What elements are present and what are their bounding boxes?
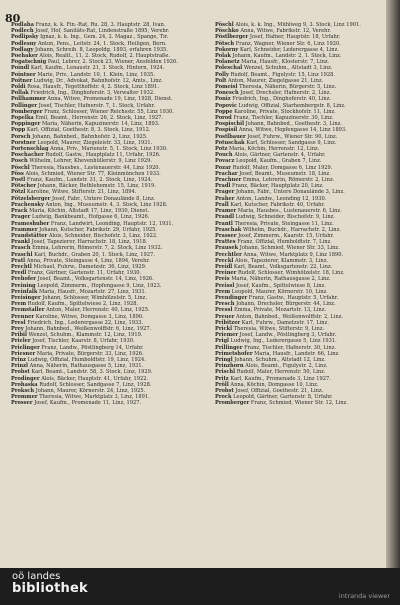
entry-text: Leopold, Kaufm., Graben 7, Linz. — [235, 158, 322, 165]
entry-text: Franz, Wagner, Wiener Str. 6, Linz 1920. — [235, 40, 341, 47]
entry-name: Prickl — [215, 325, 233, 332]
entry-name: Pöstlberger — [215, 34, 249, 41]
entry-name: Premstaller — [11, 307, 45, 314]
entry-text: Josef, Hof, Sanitäts-Rat, Lindenstraße 1895, Verehr. — [35, 28, 170, 35]
entry-text: Maria, Köchin, Altstadt 17, Linz, 1930, Dienst. — [29, 208, 150, 215]
entry-name: Prinzhorn — [215, 363, 244, 370]
entry-name: Prameshuber — [11, 220, 50, 227]
entry-name: Pokorny — [215, 46, 239, 53]
entry-name: Pribil — [11, 332, 27, 339]
entry-text: Josef, Kaufm., Promenade 11, Linz, 1927. — [34, 400, 142, 407]
entry-name: Prem — [11, 301, 27, 308]
entry-text: Maria, Köchin, Herrenstr. 12, Linz. — [228, 146, 320, 153]
entry-text: Franz, Offizial, Humboldtstr. 7, Linz. — [237, 239, 332, 246]
entry-name: Pogatschnig — [11, 59, 47, 66]
entry-text: Karoline, Witwe, Domgasse 3, Linz, 1890. — [35, 313, 144, 320]
entry-text: Karl, Offizial, Goethestr. 8, 3. Stock, Linz, 1912. — [26, 127, 151, 134]
entry-name: Potz — [215, 146, 228, 153]
entry-text: Theresia, Näherin, Bürgerstr. 5, Linz. — [239, 84, 337, 91]
entry-text: Josef, Drechsler, Hafnerstr. 2, Linz. — [240, 90, 332, 97]
entry-text: Ludwig, Offizial, Humboldtstr. 19, Linz, 1924. — [27, 356, 146, 363]
entry-text: Franz, Gärtner, Gartenstr. 11, Urfahr, 1930. — [27, 270, 142, 277]
directory-entry — [215, 400, 385, 406]
entry-text: Karl, Fuhrw., Dametzstr. 17, Linz. — [241, 319, 329, 326]
entry-text: Leopold, Maurer, Ziegeleistr. 33, Linz, 1931. — [37, 139, 153, 146]
entry-name: Pöschko — [215, 28, 239, 35]
entry-text: Rudolf, Gastw., Hauptplatz 11, Urfahr, 1926. — [45, 152, 161, 159]
entry-name: Poehaker — [11, 53, 38, 60]
entry-name: Pribitzer — [215, 319, 241, 326]
entry-text: Anna, Köchin, Domgasse 10, Linz. — [230, 381, 319, 388]
entry-name: Povacz — [215, 158, 235, 165]
entry-name: Prattes — [215, 239, 236, 246]
entry-text: Johann, Bahnbed., Bahnhofstr. 2, Linz, 1925. — [32, 133, 148, 140]
entry-name: Pollhammer — [11, 96, 46, 103]
entry-name: Potuschak — [215, 139, 245, 146]
page-number: 80 — [5, 12, 21, 25]
entry-text: Johann, Kutscher, Fabrikstr. 29, Urfahr, 1925. — [39, 226, 158, 233]
entry-text: Karl, Beamt., Volksgartenstr. 22, Linz. — [233, 263, 333, 270]
entry-name: Podlech — [11, 28, 34, 35]
entry-text: Karl, Kaufm., Promenade 3, Linz 1927. — [230, 375, 331, 382]
entry-name: Prendinger — [215, 294, 248, 301]
entry-text: Ludwig, Ing., Lederergasse 5, Linz 1931. — [230, 338, 337, 345]
entry-text: Maria, Näherin, Kapuzinerstr. 14, Linz, 1893. — [41, 121, 160, 128]
entry-name: Prinz — [11, 356, 27, 363]
entry-name: Popelka — [11, 115, 34, 122]
entry-name: Prechtl — [11, 263, 32, 270]
entry-name: Pötzl — [11, 189, 26, 196]
logo-line-1: oö landes — [12, 571, 61, 582]
entry-text: Karl, Beamt., Landstr. 58, 3. Stock, Linz, 1929. — [31, 369, 153, 376]
entry-name: Pröll — [215, 381, 229, 388]
entry-name: Postlbauer — [215, 133, 246, 140]
entry-name: Pollinger — [11, 102, 38, 109]
entry-name: Pomberger — [11, 108, 43, 115]
entry-text: Franz, Kaufm., Landstr. 31, 2. Stock, Linz, 1924. — [26, 177, 153, 184]
entry-name: Prommer — [11, 394, 38, 401]
entry-name: Preuer — [215, 313, 235, 320]
entry-name: Poniz — [215, 96, 231, 103]
entry-text: Alois, k. k. Ing., Mühlweg 9, 3. Stock, Linz 1901. — [235, 22, 361, 28]
entry-text: Franz, Gastw., Hauptstr. 5, Urfahr. — [248, 294, 339, 301]
entry-name: Probst — [11, 369, 30, 376]
entry-text: Theresia, Witwe, Stifterstr. 9, Linz. — [233, 325, 325, 332]
entry-text: Paul, Lehrer, 2. Stock 23, Wiener, Ansfelden 1926. — [47, 59, 178, 66]
entry-name: Preinfalk — [11, 288, 38, 295]
entry-name: Prack — [11, 208, 28, 215]
entry-name: Prielinger — [11, 344, 40, 351]
entry-text: Maria, Hausfr., Mozartstr. 27, Linz, 1931. — [38, 288, 147, 295]
entry-name: Poppinger — [11, 121, 41, 128]
entry-text: Josef, Landw., Pöstlingberg 3, Urfahr. — [239, 332, 337, 339]
entry-name: Prachensky — [11, 201, 44, 208]
entry-name: Poschacher — [11, 152, 44, 159]
entry-name: Prasser — [215, 232, 237, 239]
entry-name: Pomeisl — [215, 84, 238, 91]
entry-name: Pollak — [11, 90, 29, 97]
entry-text: Johann, Kaufm., Landstr. 2, 1. Stock, Linz. — [232, 53, 342, 60]
page-gutter-shadow — [386, 0, 400, 568]
entry-name: Podlesny — [11, 40, 37, 47]
entry-name: Preidl — [215, 263, 233, 270]
entry-name: Prey — [11, 325, 24, 332]
entry-text: Theresia, Witwe, Marktplatz 3, Linz, 1891. — [39, 394, 150, 401]
entry-text: Anna, Witwe, Fabrikstr. 12, Verehr. — [240, 28, 331, 35]
entry-text: Friedrich, Ing., Dinghoferstr. 3, Verwalter 1932. — [30, 90, 155, 97]
entry-text: Anna, Private, Steingasse 4, Linz, 1894, Verehr. — [26, 257, 150, 264]
entry-text: Anna, Witwe, Promenade 19, Linz, 1928, Dienst. — [47, 96, 173, 103]
entry-text: Wenzel, Schuhm., Altstadt 3, Linz. — [243, 65, 333, 72]
entry-text: Josef, Zimmerm., Kaarstr. 15, Urfahr. — [238, 232, 334, 239]
entry-name: Predl — [11, 270, 27, 277]
entry-name: Prantl — [215, 220, 233, 227]
entry-name: Pratl — [11, 257, 26, 264]
entry-text: Ludwig, Dr., Advokat, Bahnhofstr. 12, Amts., Linz. — [33, 77, 163, 84]
entry-name: Priesner — [11, 350, 36, 357]
entry-text: Karl, Buchdr., Graben 20, 1. Stock, Linz, 1927. — [34, 251, 155, 258]
entry-name: Pramer — [215, 208, 237, 215]
entry-text: Rudolf, Kaufm., Spittelwiese 2, Linz, 1928. — [27, 301, 139, 308]
entry-name: Promberger — [215, 400, 250, 407]
entry-name: Prohaska — [11, 381, 38, 388]
entry-text: Wenzel, Schuhm., Klammstr. 12, Linz, 1919. — [28, 332, 143, 339]
entry-text: Johann, Schlosser, Wimhölzelstr. 5, Linz. — [42, 294, 147, 301]
entry-name: Poitner — [11, 77, 33, 84]
entry-text: Karoline, Witwe, Stifterstr. 21, Linz, 1894. — [26, 189, 137, 196]
entry-text: Karl, Kutscher, Fabrikstr. 40, Urfahr. — [230, 201, 325, 208]
entry-name: Pouch — [215, 152, 233, 159]
entry-text: Karl, Schneider, Lederergasse 4, Linz. — [240, 46, 339, 53]
entry-text: Franz, k. k. Fin.-Rat, Ru. 28, 3. Hauptstr. 28, Ivan. — [35, 22, 166, 28]
entry-name: Prenner — [11, 313, 35, 320]
entry-text: Rudolf, Schlosser, Wimhölzelstr. 18, Linz. — [237, 270, 345, 277]
entry-text: Franz, Landw., Pöstlingberg 14, Urfahr. — [41, 344, 144, 351]
entry-text: Maria, Hausfr., Landstr. 66, Linz. — [254, 350, 340, 357]
entry-name: Porstner — [11, 139, 36, 146]
entry-name: Prankl — [11, 239, 30, 246]
entry-text: Alois, Tapezierer, Klammstr. 3, Linz. — [234, 257, 328, 264]
entry-name: Preissl — [215, 282, 235, 289]
entry-text: Maria, Näherin, Rathausgasse 2, Linz. — [231, 276, 331, 283]
entry-text: Rudolf, Maler, Herrenstr. 50, Linz. — [236, 369, 326, 376]
entry-text: Josef, Tischler, Kaarstr. 8, Urfahr, 1930. — [32, 338, 135, 345]
entry-name: Pöss — [11, 170, 24, 177]
entry-name: Prinzl — [11, 363, 28, 370]
entry-text: Johann, Bäcker, Bethlehemstr. 15, Linz, 1919. — [37, 183, 156, 190]
entry-text: Johann, Fabr., Untere Donaulände 3, Linz. — [235, 189, 345, 196]
entry-name: Pötscher — [11, 183, 37, 190]
entry-text: Anton, Maurer, Ziegelgasse 21, Linz. — [228, 77, 324, 84]
entry-name: Prehofer — [11, 276, 36, 283]
entry-text: Theresia, Private, Steingasse 11, Linz. — [234, 220, 334, 227]
entry-text: Wilhelm, Lehrer, Khevenhüllerstr. 9, Linz 1929. — [29, 158, 152, 165]
entry-name: Praschak — [215, 226, 242, 233]
entry-text: Johann, Schuhm., Altstadt 12, Linz. — [234, 356, 326, 363]
entry-text: Anna, Priv., Marienstr. 5, 1. Stock, Linz 1930. — [50, 146, 168, 153]
entry-name: Popovic — [215, 102, 238, 109]
entry-name: Pointner — [11, 71, 36, 78]
entry-text: Anton, Pens., Leitstr. 24, 1. Stock, Heiligen, Bern. — [37, 40, 167, 47]
entry-name: Priemer — [215, 332, 239, 339]
entry-name: Prock — [215, 394, 232, 401]
entry-text: Josef, Beamt., Volksgartenstr. 14, Linz, 1926. — [37, 276, 154, 283]
entry-name: Polak — [215, 53, 231, 60]
entry-text: Ludwig, Offizial, Starhembergstr. 8, Linz. — [238, 102, 346, 109]
entry-text: Anna, Witwe, Hopfengasse 14, Linz 1893. — [238, 127, 347, 134]
entry-name: Postl — [11, 177, 26, 184]
entry-name: Prager — [215, 189, 235, 196]
entry-text: Rudolf, Schlosser, Sandgasse 7, Linz, 1928. — [39, 381, 152, 388]
entry-name: Presl — [11, 319, 26, 326]
entry-text: Wilhelm, Buchdr., Harrachstr. 2, Linz. — [242, 226, 341, 233]
entry-name: Polt — [215, 77, 227, 84]
entry-name: Proksch — [11, 387, 35, 394]
entry-text: Friedrich, Ing., Dinghoferstr. 40, Linz. — [232, 96, 331, 103]
entry-name: Prodinger — [11, 375, 40, 382]
entry-name: Ponesch — [215, 90, 239, 97]
entry-text: Michael, Fuhrw., Dametzstr. 36, Linz, 1929. — [33, 263, 147, 270]
entry-text: Ludwig, Bankbeamt., Hofgasse 6, Linz, 1926. — [31, 214, 150, 221]
entry-name: Prachar — [215, 170, 238, 177]
entry-name: Poppe — [215, 108, 233, 115]
entry-text: Josef, Offizial, Goethestr. 21, Linz. — [235, 387, 324, 394]
entry-text: Johann, Schmied, Wiener Str. 33, Linz. — [239, 245, 340, 252]
entry-name: Poindl — [11, 65, 30, 72]
entry-text: Josef, Hafner, Hauptstr. 18, Urfahr. — [249, 34, 341, 41]
entry-text: Maria, Private, Bürgerstr. 33, Linz, 1926. — [36, 350, 144, 357]
entry-text: Josef, Beamt., Museumstr. 18, Linz. — [239, 170, 331, 177]
viewer-brand: intranda viewer — [338, 592, 390, 600]
entry-text: Josef, Kaufm., Spittelwiese 8, Linz. — [236, 282, 326, 289]
entry-text: Anna, Witwe, Marktplatz 9, Linz 1890. — [243, 251, 344, 258]
logo-line-2: bibliothek — [12, 581, 88, 596]
entry-name: Prechtler — [215, 251, 242, 258]
entry-name: Portenschlag — [11, 146, 49, 153]
entry-text: Emil, Beamt., Herrenstr. 26, 2. Stock, Linz, 1927. — [35, 115, 164, 122]
entry-name: Prischl — [215, 369, 236, 376]
entry-name: Popp — [11, 127, 26, 134]
entry-text: Theresia, Hausbes., Lustenauerstr. 44, Linz 1920. — [31, 164, 161, 171]
entry-text: Anton, Ing., Museumstr. 4, 3. Stock, Linz 1928. — [45, 201, 168, 208]
entry-text: Franz, Schlosser, Wiener Reichsstr. 55, Linz 1930. — [44, 108, 174, 115]
entry-text: Leopold, Maurer, Körnerstr. 10, Linz. — [231, 288, 328, 295]
entry-text: Alois, Schmied, Wiener Str. 77, Kleinmünchen 1933. — [25, 170, 161, 177]
entry-name: Prem — [215, 288, 231, 295]
entry-name: Praschl — [11, 251, 33, 258]
entry-text: Johann, Bahnbed., Weißenwolffstr. 6, Linz, 1927. — [25, 325, 152, 332]
entry-name: Prasch — [11, 245, 31, 252]
entry-name: Praher — [215, 195, 235, 202]
entry-text: Alois, Gärtner, Gartenstr. 4, Urfahr. — [234, 152, 326, 159]
entry-text: Rudolf, Maler, Domgasse 6, Linz 1929. — [232, 164, 333, 171]
entry-text: Emma, Lehrerin, Römerstr. 7, 2. Stock, Linz 1932. — [32, 245, 163, 252]
entry-text: Franz, Landwirt, Leonding, Hauptstr. 12, 1931. — [50, 220, 174, 227]
entry-name: Polly — [215, 71, 229, 78]
entry-name: Prager — [11, 214, 31, 221]
entry-text: Alois, Beamt., Figulystr. 2, Linz. — [245, 363, 328, 370]
entry-name: Preiner — [215, 270, 237, 277]
entry-text: Franz, Tischler, Kapuzinerstr. 30, Linz. — [233, 115, 334, 122]
entry-text: Johann, Schreib. 8, Leopoldg. 1893, erfahren 1935. — [35, 46, 168, 53]
library-logo[interactable] — [12, 572, 88, 595]
entry-name: Poleschal — [215, 65, 243, 72]
entry-name: Preisinger — [11, 294, 41, 301]
entry-name: Pöschl — [11, 164, 30, 171]
entry-name: Pötzelsberger — [11, 195, 51, 202]
entry-text: Rosa, Hausfr., Tegetthoffstr. 4, 2. Stock, Linz 1891. — [27, 84, 159, 91]
entry-text: Anton, Landw., Leonding 12, 1930. — [236, 195, 327, 202]
entry-name: Prausek — [215, 245, 239, 252]
entry-name: Podlaha — [11, 22, 34, 28]
entry-text: Maria, Hausbes., Lustenauerstr. 6, Linz. — [237, 208, 342, 215]
entry-text: Anna, Näherin, Rathausgasse 5, Linz, 1931. — [29, 363, 144, 370]
entry-name: Pradl — [215, 183, 231, 190]
entry-text: Leopold, Gärtner, Gartenstr. 8, Urfahr. — [233, 394, 333, 401]
entry-text: Karl, Schlosser, Sandgasse 9, Linz. — [246, 139, 337, 146]
entry-text: Karl, Kaufm., Lenaustr. 21, 3. Stock, Hintern, 1924. — [30, 65, 165, 72]
entry-text: Franz, Schmied, Wiener Str. 12, Linz. — [250, 400, 348, 407]
entry-text: Franz, Tischler, Hafnerstr. 30, Linz. — [244, 344, 337, 351]
entry-text: Johann, Maurer, Körnerstr. 24, Linz, 1925. — [35, 387, 146, 394]
left-column — [11, 22, 206, 407]
entry-name: Podlagy — [11, 46, 34, 53]
entry-name: Prandstätter — [11, 232, 48, 239]
entry-text: Johann, Drechsler, Bürgerstr. 44, Linz. — [236, 301, 336, 308]
entry-name: Preining — [11, 282, 36, 289]
entry-text: Friedrich, Ing., Lederergasse 22, Linz, 1933. — [27, 319, 144, 326]
entry-name: Pospischil — [215, 121, 244, 128]
right-column — [215, 22, 385, 407]
entry-text: Franz, Bäcker, Hauptplatz 20, Linz. — [231, 183, 324, 190]
entry-name: Prosser — [11, 400, 33, 407]
entry-name: Porod — [215, 115, 232, 122]
entry-name: Presch — [215, 301, 235, 308]
entry-text: Josef, Fabr., Untere Donaulände 8, Linz. — [51, 195, 156, 202]
entry-name: Podlipsky — [11, 34, 39, 41]
entry-name: Prammer — [11, 226, 38, 233]
entry-name: Pötsch — [215, 40, 235, 47]
directory-entry — [11, 400, 206, 406]
entry-text: Emma, Lehrerin, Römerstr. 2, Linz. — [242, 177, 335, 184]
entry-text: Karoline, Private, Stockhofstr. 11, Linz. — [234, 108, 336, 115]
entry-name: Prieler — [11, 338, 31, 345]
entry-name: Poldi — [11, 84, 26, 91]
entry-text: Leopold, Zimmerm., Hopfengasse 9, Linz, 1923. — [37, 282, 162, 289]
entry-text: Alois, Bäcker, Hauptstr. 41, Urfahr, 1922. — [41, 375, 149, 382]
entry-text: Maria, Hausfr., Klosterstr. 7, Linz. — [241, 59, 330, 66]
entry-text: Marie, Priv., Landstr. 10, 1. Klein, Linz, 1935. — [37, 71, 155, 78]
entry-name: Posch — [11, 158, 28, 165]
entry-name: Prall — [215, 201, 229, 208]
entry-name: Prillinger — [215, 344, 243, 351]
entry-name: Pritz — [215, 375, 229, 382]
entry-name: Preis — [215, 276, 230, 283]
entry-name: Pressl — [215, 307, 233, 314]
entry-text: Ignaz, k. k. Ing., Gem. 24, 2. Magaz., Spange, Tir. — [40, 34, 169, 41]
entry-name: Primetshofer — [215, 350, 253, 357]
entry-text: Alois, Schneider, Bischofstr. 3, Linz, 1922. — [48, 232, 158, 239]
entry-text: Anton, Bahnbed., Weißenwolffstr. 2, Linz. — [236, 313, 344, 320]
entry-text: Alois, Realit., 11, 2. Stock, Rudolf, 2. Hauptstraße. — [39, 53, 171, 60]
entry-text: Josef, Fuhrw., Wiener Str. 90, Linz. — [247, 133, 338, 140]
entry-name: Polanetz — [215, 59, 240, 66]
entry-name: Prigl — [215, 338, 229, 345]
entry-text: Emma, Private, Mozartstr. 13, Linz. — [234, 307, 326, 314]
entry-text: Josef, Tischler, Hafnerstr. 7, 1. Stock, Urfahr. — [38, 102, 155, 109]
entry-name: Pozar — [215, 164, 231, 171]
entry-text: Anton, Maler, Herrenstr. 40, Linz, 1925. — [46, 307, 150, 314]
entry-name: Porsch — [11, 133, 31, 140]
entry-text: Johann, Bahnbed., Goethestr. 3, Linz. — [245, 121, 342, 128]
entry-text: Rudolf, Beamt., Figulystr. 15, Linz 1928. — [230, 71, 335, 78]
entry-name: Probst — [215, 387, 234, 394]
entry-name: Prandl — [215, 214, 235, 221]
entry-name: Pöschl — [215, 22, 234, 28]
entry-text: Josef, Tapezierer, Harrachstr. 18, Linz, 1918. — [31, 239, 148, 246]
entry-name: Prachner — [215, 177, 242, 184]
entry-name: Pringl — [215, 356, 233, 363]
entry-text: Ludwig, Schneider, Bischofstr. 9, Linz. — [235, 214, 335, 221]
entry-name: Pospisil — [215, 127, 238, 134]
entry-name: Preckl — [215, 257, 234, 264]
